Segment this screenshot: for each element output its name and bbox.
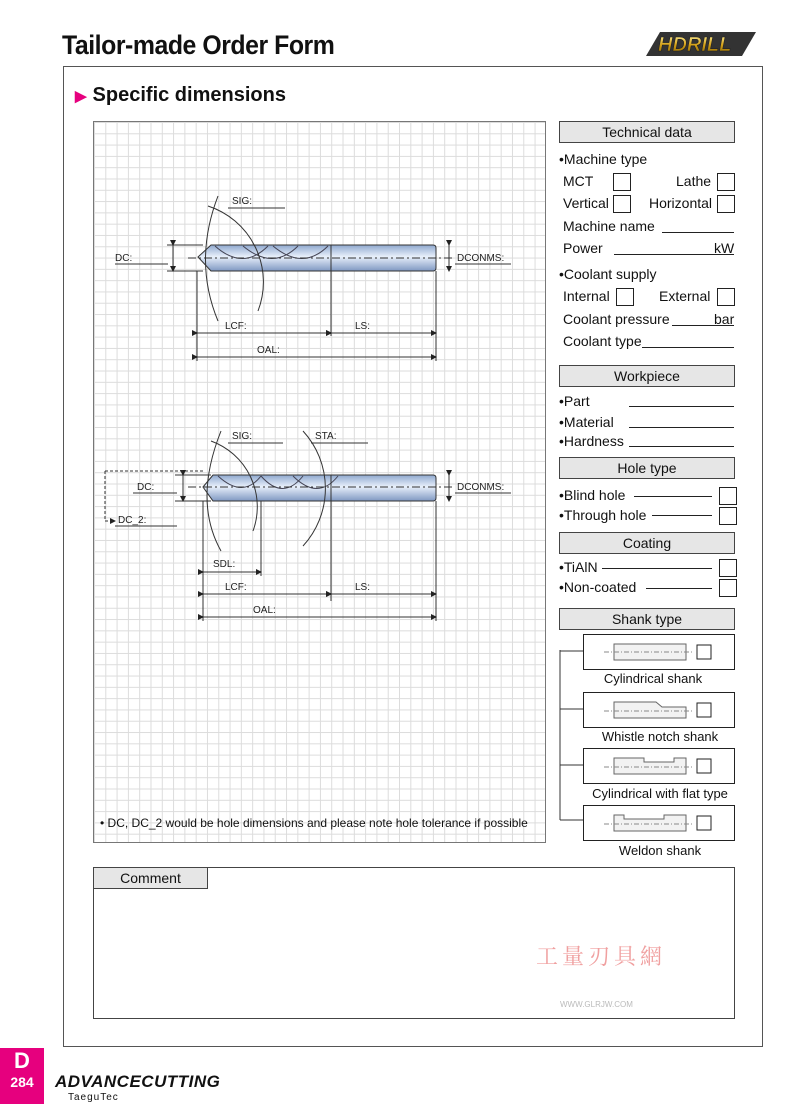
tialn-line	[602, 568, 712, 569]
svg-text:HDRILL: HDRILL	[658, 34, 732, 56]
drill-drawings	[93, 121, 544, 841]
hole-tolerance-note: • DC, DC_2 would be hole dimensions and please note hole tolerance if possible	[100, 816, 528, 830]
mct-checkbox[interactable]	[613, 173, 631, 191]
dc-label-2: DC:	[137, 482, 155, 493]
triangle-marker-icon: ▶	[75, 88, 87, 105]
through-hole-line	[652, 515, 712, 516]
tialn-checkbox[interactable]	[719, 559, 737, 577]
hole-type-header: Hole type	[559, 457, 735, 479]
page-title: Tailor-made Order Form	[62, 30, 335, 60]
cylindrical-flat-shank-icon	[584, 749, 734, 783]
sdl-label: SDL:	[213, 559, 236, 570]
horizontal-label: Horizontal	[649, 195, 713, 211]
lcf-label-2: LCF:	[225, 582, 247, 593]
section-title-text: Specific dimensions	[92, 84, 286, 106]
shank-type-header: Shank type	[559, 608, 735, 630]
page-number: 284	[10, 1074, 34, 1090]
vertical-label: Vertical	[563, 195, 609, 211]
watermark-url: WWW.GLRJW.COM	[560, 1000, 633, 1009]
oal-label-2: OAL:	[253, 605, 276, 616]
coating-header: Coating	[559, 532, 735, 554]
external-label: External	[659, 288, 711, 304]
dc2-label: DC_2:	[118, 515, 147, 526]
material-field[interactable]	[629, 427, 734, 428]
drill-drawing-2	[105, 431, 511, 621]
external-checkbox[interactable]	[717, 288, 735, 306]
vertical-checkbox[interactable]	[613, 195, 631, 213]
part-label: •Part	[559, 393, 590, 409]
pressure-unit: bar	[714, 311, 735, 327]
cylindrical-shank-caption: Cylindrical shank	[603, 671, 703, 686]
sta-label: STA:	[315, 431, 337, 442]
horizontal-checkbox[interactable]	[717, 195, 735, 213]
oal-label: OAL:	[257, 345, 280, 356]
tialn-label: •TiAlN	[559, 559, 598, 575]
noncoated-checkbox[interactable]	[719, 579, 737, 597]
through-hole-checkbox[interactable]	[719, 507, 737, 525]
sig-label-2: SIG:	[232, 431, 253, 442]
whistle-notch-shank-icon	[584, 693, 734, 727]
technical-data-header: Technical data	[559, 121, 735, 143]
machine-type-label: •Machine type	[559, 151, 648, 167]
internal-checkbox[interactable]	[616, 288, 634, 306]
ls-label-2: LS:	[355, 582, 371, 593]
page-tab	[0, 1048, 44, 1104]
drill-drawing-1	[115, 196, 511, 361]
internal-label: Internal	[563, 288, 610, 304]
coolant-supply-label: •Coolant supply	[559, 266, 657, 282]
hardness-field[interactable]	[629, 446, 734, 447]
noncoated-line	[646, 588, 712, 589]
lathe-label: Lathe	[676, 173, 712, 189]
lathe-checkbox[interactable]	[717, 173, 735, 191]
weldon-shank-option[interactable]	[583, 805, 735, 841]
hdrill-logo	[640, 30, 762, 58]
ls-label: LS:	[355, 321, 371, 332]
dconms-label: DCONMS:	[457, 253, 505, 264]
taegutec-label: TaeguTec	[68, 1092, 119, 1103]
advance-cutting-logo: ADVANCECUTTING	[55, 1072, 221, 1091]
workpiece-header: Workpiece	[559, 365, 735, 387]
section-title	[75, 84, 286, 107]
power-unit: kW	[714, 240, 735, 256]
blind-hole-label: •Blind hole	[559, 487, 626, 503]
part-field[interactable]	[629, 406, 734, 407]
hardness-label: •Hardness	[559, 433, 624, 449]
dc-label: DC:	[115, 253, 133, 264]
material-label: •Material	[559, 414, 614, 430]
cylindrical-shank-option[interactable]	[583, 634, 735, 670]
watermark-text: 工量刃具網	[536, 944, 667, 969]
power-label: Power	[563, 240, 603, 256]
coolant-type-label: Coolant type	[563, 333, 642, 349]
coolant-type-field[interactable]	[642, 347, 734, 348]
sig-label: SIG:	[232, 196, 253, 207]
whistle-notch-shank-caption: Whistle notch shank	[601, 729, 719, 744]
noncoated-label: •Non-coated	[559, 579, 637, 595]
mct-label: MCT	[563, 173, 594, 189]
blind-hole-checkbox[interactable]	[719, 487, 737, 505]
whistle-notch-shank-option[interactable]	[583, 692, 735, 728]
weldon-shank-icon	[584, 806, 734, 840]
coolant-pressure-label: Coolant pressure	[563, 311, 670, 327]
section-letter: D	[14, 1048, 30, 1073]
comment-label: Comment	[93, 867, 208, 889]
dconms-label-2: DCONMS:	[457, 482, 505, 493]
weldon-shank-caption: Weldon shank	[618, 843, 702, 858]
through-hole-label: •Through hole	[559, 507, 647, 523]
cylindrical-flat-shank-caption: Cylindrical with flat type	[592, 786, 728, 801]
blind-hole-line	[634, 496, 712, 497]
lcf-label: LCF:	[225, 321, 247, 332]
machine-name-field[interactable]	[662, 232, 734, 233]
cylindrical-shank-icon	[584, 635, 734, 669]
machine-name-label: Machine name	[563, 218, 655, 234]
cylindrical-flat-shank-option[interactable]	[583, 748, 735, 784]
